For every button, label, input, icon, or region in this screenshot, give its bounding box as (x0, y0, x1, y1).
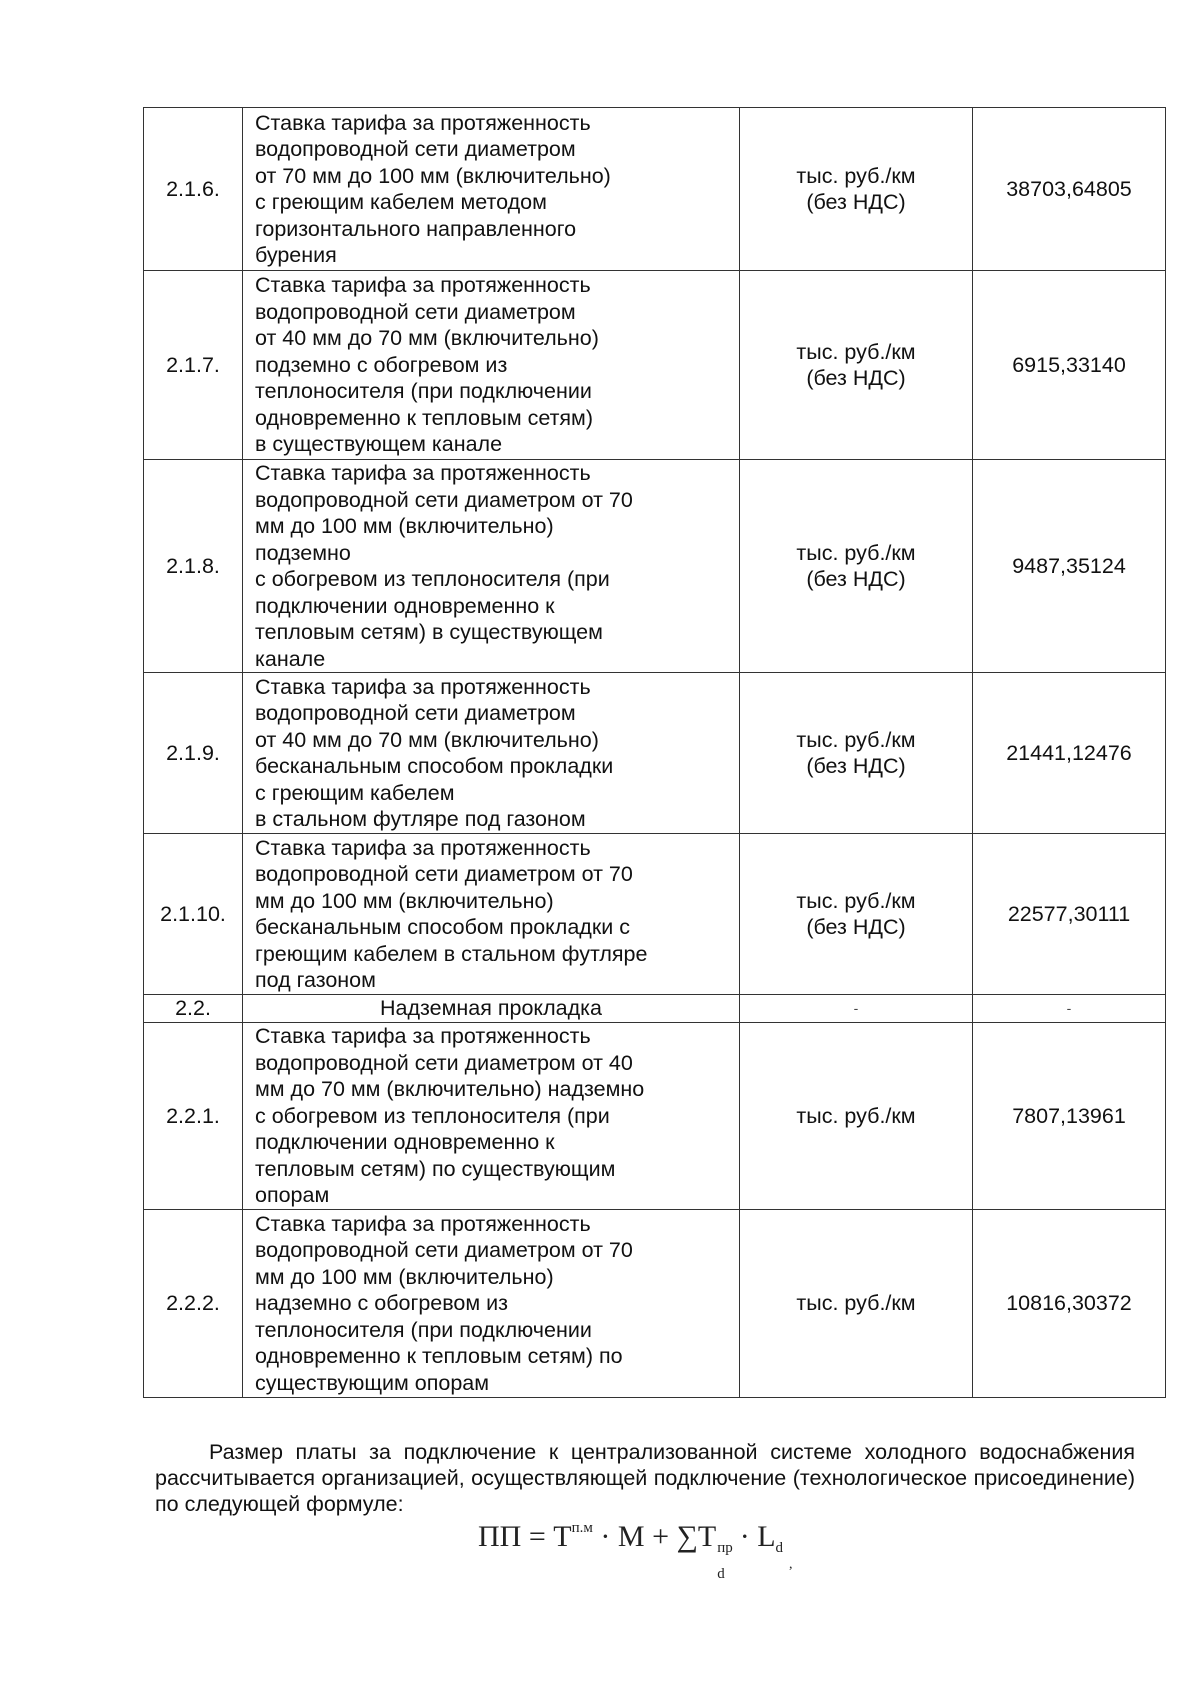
row-value: 9487,35124 (973, 460, 1166, 673)
table-row (144, 1023, 1166, 1210)
formula-dot: · (592, 1520, 618, 1553)
tariff-table (143, 107, 1166, 1398)
section-title: Надземная прокладка (243, 995, 740, 1023)
row-value: 38703,64805 (973, 108, 1166, 271)
formula-tariff-length-sup: пр (717, 1540, 733, 1556)
formula-plus: + (644, 1520, 677, 1553)
section-number: 2.2. (144, 995, 243, 1023)
row-value: 7807,13961 (973, 1023, 1166, 1210)
row-number: 2.1.7. (144, 271, 243, 460)
row-unit: тыс. руб./км (без НДС) (740, 108, 973, 271)
row-description: Ставка тарифа за протяженность водопроводной сети диаметром от 40 мм до 70 мм (включительно) подземно с обогревом из теплоносителя (при подключении одновременно к тепловым сетям) в существующем канале (243, 271, 740, 460)
formula-tariff-load-sup: п.м (571, 1520, 593, 1536)
row-description: Ставка тарифа за протяженность водопроводной сети диаметром от 70 мм до 100 мм (включительно) с греющим кабелем методом горизонтального направленного бурения (243, 108, 740, 271)
row-unit: тыс. руб./км (без НДС) (740, 834, 973, 995)
row-description: Ставка тарифа за протяженность водопроводной сети диаметром от 70 мм до 100 мм (включительно) подземно с обогревом из теплоносителя (при подключении одновременно к тепловым сетям) в существующем канале (243, 460, 740, 673)
table-row (144, 673, 1166, 834)
formula-comma: , (789, 1557, 793, 1572)
payment-formula (478, 1520, 793, 1582)
row-number: 2.1.9. (144, 673, 243, 834)
row-number: 2.2.1. (144, 1023, 243, 1210)
row-number: 2.2.2. (144, 1210, 243, 1398)
section-unit: - (740, 995, 973, 1023)
section-header-row (144, 995, 1166, 1023)
table-row (144, 834, 1166, 995)
row-value: 21441,12476 (973, 673, 1166, 834)
formula-sum-sign: ∑ (676, 1520, 698, 1553)
row-description: Ставка тарифа за протяженность водопроводной сети диаметром от 40 мм до 70 мм (включительно) надземно с обогревом из теплоносителя (при подключении одновременно к тепловым сетям) по существующим опорам (243, 1023, 740, 1210)
row-description: Ставка тарифа за протяженность водопроводной сети диаметром от 70 мм до 100 мм (включительно) бесканальным способом прокладки с греющим кабелем в стальном футляре под газоном (243, 834, 740, 995)
table-row (144, 460, 1166, 673)
row-unit: тыс. руб./км (740, 1023, 973, 1210)
row-unit: тыс. руб./км (без НДС) (740, 673, 973, 834)
row-unit: тыс. руб./км (740, 1210, 973, 1398)
row-value: 22577,30111 (973, 834, 1166, 995)
table-row (144, 108, 1166, 271)
formula-dot: · (732, 1520, 758, 1553)
row-description: Ставка тарифа за протяженность водопроводной сети диаметром от 40 мм до 70 мм (включительно) бесканальным способом прокладки с греющим кабелем в стальном футляре под газоном (243, 673, 740, 834)
formula-tariff-length-sub: d (717, 1566, 725, 1582)
formula-length: L (757, 1520, 776, 1553)
row-value: 6915,33140 (973, 271, 1166, 460)
formula-load: М (617, 1520, 645, 1553)
formula-equals: = (521, 1520, 554, 1553)
formula-length-sub: d (775, 1540, 784, 1556)
row-number: 2.1.8. (144, 460, 243, 673)
row-unit: тыс. руб./км (без НДС) (740, 460, 973, 673)
table-row (144, 1210, 1166, 1398)
formula-tariff-load: Т (553, 1520, 572, 1553)
row-description: Ставка тарифа за протяженность водопроводной сети диаметром от 70 мм до 100 мм (включительно) надземно с обогревом из теплоносителя (при подключении одновременно к тепловым сетям) по существующим опорам (243, 1210, 740, 1398)
row-unit: тыс. руб./км (без НДС) (740, 271, 973, 460)
row-number: 2.1.6. (144, 108, 243, 271)
row-value: 10816,30372 (973, 1210, 1166, 1398)
row-number: 2.1.10. (144, 834, 243, 995)
section-value: - (973, 995, 1166, 1023)
formula-lhs: ПП (478, 1520, 522, 1553)
formula-tariff-length: Т (697, 1520, 717, 1553)
formula-intro-paragraph: Размер платы за подключение к централизованной системе холодного водоснабжения рассчитывается организацией, осуществляющей подключение (технологическое присоединение) по следующей формуле: (155, 1439, 1135, 1516)
table-row (144, 271, 1166, 460)
